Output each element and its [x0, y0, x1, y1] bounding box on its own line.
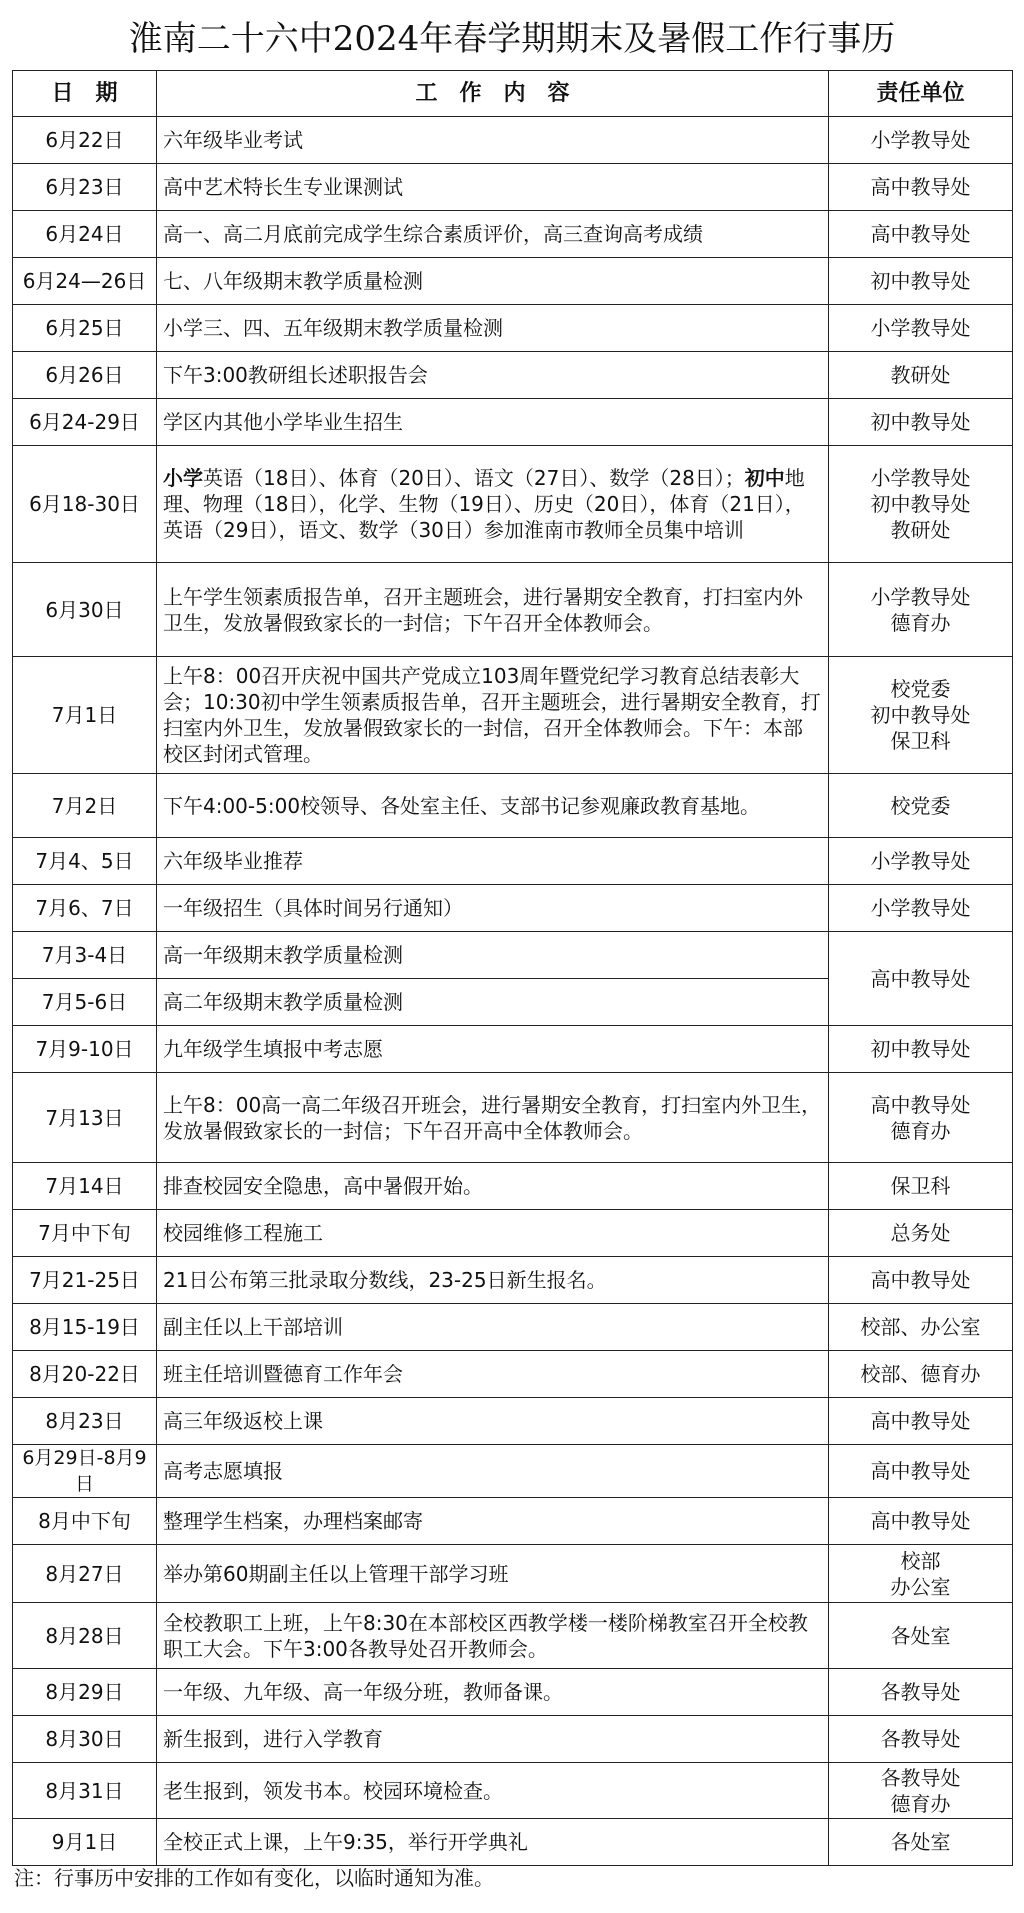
row-date: 6月24-29日 — [13, 399, 157, 446]
row-unit: 校部、德育办 — [829, 1351, 1013, 1398]
table-row — [13, 1210, 1013, 1257]
row-date: 7月14日 — [13, 1163, 157, 1210]
table-row — [13, 305, 1013, 352]
row-content: 七、八年级期末教学质量检测 — [157, 258, 829, 305]
row-content: 小学三、四、五年级期末教学质量检测 — [157, 305, 829, 352]
table-row — [13, 1026, 1013, 1073]
row-unit: 校党委 — [829, 774, 1013, 838]
table-row — [13, 352, 1013, 399]
row-date: 7月21-25日 — [13, 1257, 157, 1304]
table-row — [13, 117, 1013, 164]
row-content: 上午学生领素质报告单，召开主题班会，进行暑期安全教育，打扫室内外卫生，发放暑假致家长的一封信；下午召开全体教师会。 — [157, 563, 829, 657]
unit-line: 德育办 — [890, 610, 951, 635]
row-content: 高三年级返校上课 — [157, 1398, 829, 1445]
row-content — [157, 446, 829, 563]
unit-line: 小学教导处 — [870, 584, 971, 609]
row-content: 上午8：00高一高二年级召开班会，进行暑期安全教育，打扫室内外卫生，发放暑假致家长的一封信；下午召开高中全体教师会。 — [157, 1073, 829, 1163]
row-content: 高一、高二月底前完成学生综合素质评价，高三查询高考成绩 — [157, 211, 829, 258]
table-row — [13, 838, 1013, 885]
row-content: 21日公布第三批录取分数线，23-25日新生报名。 — [157, 1257, 829, 1304]
table-row — [13, 1351, 1013, 1398]
row-unit: 高中教导处 — [829, 1398, 1013, 1445]
content-bold: 小学 — [163, 466, 203, 490]
table-row — [13, 657, 1013, 774]
table-row — [13, 164, 1013, 211]
table-row — [13, 1498, 1013, 1545]
table-row — [13, 1763, 1013, 1819]
row-unit: 教研处 — [829, 352, 1013, 399]
table-row — [13, 446, 1013, 563]
row-date: 6月29日-8月9日 — [13, 1445, 157, 1498]
row-date: 8月27日 — [13, 1545, 157, 1603]
row-content: 副主任以上干部培训 — [157, 1304, 829, 1351]
unit-line: 教研处 — [890, 518, 951, 542]
row-content: 全校教职工上班，上午8:30在本部校区西教学楼一楼阶梯教室召开全校教职工大会。下午3:00各教导处召开教师会。 — [157, 1603, 829, 1669]
table-row — [13, 1445, 1013, 1498]
row-date: 8月23日 — [13, 1398, 157, 1445]
row-unit: 高中教导处 — [829, 1445, 1013, 1498]
row-date: 9月1日 — [13, 1819, 157, 1866]
row-unit: 高中教导处 — [829, 1257, 1013, 1304]
row-unit: 小学教导处 — [829, 117, 1013, 164]
unit-line: 初中教导处 — [870, 492, 971, 516]
row-unit: 保卫科 — [829, 1163, 1013, 1210]
row-date: 6月26日 — [13, 352, 157, 399]
row-date: 7月13日 — [13, 1073, 157, 1163]
table-row — [13, 258, 1013, 305]
table-row — [13, 1163, 1013, 1210]
row-content: 六年级毕业推荐 — [157, 838, 829, 885]
row-date: 8月15-19日 — [13, 1304, 157, 1351]
row-content: 下午4:00-5:00校领导、各处室主任、支部书记参观廉政教育基地。 — [157, 774, 829, 838]
row-content: 校园维修工程施工 — [157, 1210, 829, 1257]
row-content: 学区内其他小学毕业生招生 — [157, 399, 829, 446]
row-unit: 校部、办公室 — [829, 1304, 1013, 1351]
row-date: 7月中下旬 — [13, 1210, 157, 1257]
row-date: 6月25日 — [13, 305, 157, 352]
row-unit — [829, 1763, 1013, 1819]
row-content: 老生报到，领发书本。校园环境检查。 — [157, 1763, 829, 1819]
header-unit: 责任单位 — [829, 71, 1013, 117]
row-content: 九年级学生填报中考志愿 — [157, 1026, 829, 1073]
row-content: 一年级招生（具体时间另行通知） — [157, 885, 829, 932]
row-unit: 各处室 — [829, 1603, 1013, 1669]
table-row — [13, 1545, 1013, 1603]
row-date: 6月24日 — [13, 211, 157, 258]
row-date: 7月1日 — [13, 657, 157, 774]
row-unit: 高中教导处 — [829, 211, 1013, 258]
table-row — [13, 1819, 1013, 1866]
row-date: 8月29日 — [13, 1669, 157, 1716]
page-title: 淮南二十六中2024年春学期期末及暑假工作行事历 — [128, 18, 896, 59]
row-content: 下午3:00教研组长述职报告会 — [157, 352, 829, 399]
unit-line: 保卫科 — [890, 729, 951, 753]
table-row — [13, 932, 1013, 979]
table-row — [13, 1716, 1013, 1763]
row-content: 全校正式上课，上午9:35，举行开学典礼 — [157, 1819, 829, 1866]
table-row — [13, 774, 1013, 838]
row-unit: 小学教导处 — [829, 838, 1013, 885]
table-row — [13, 399, 1013, 446]
row-content: 一年级、九年级、高一年级分班，教师备课。 — [157, 1669, 829, 1716]
row-date: 6月22日 — [13, 117, 157, 164]
row-unit — [829, 446, 1013, 563]
row-date: 6月18-30日 — [13, 446, 157, 563]
row-unit: 初中教导处 — [829, 258, 1013, 305]
row-date: 8月中下旬 — [13, 1498, 157, 1545]
table-row — [13, 1603, 1013, 1669]
content-text: 地理、物理（18日），化学、生物（19日）、历史（20日），体育（21日），英语（29日），语文、数学（30日）参加淮南市教师全员集中培训 — [163, 466, 805, 542]
row-date: 8月20-22日 — [13, 1351, 157, 1398]
row-date: 7月3-4日 — [13, 932, 157, 979]
row-date: 6月30日 — [13, 563, 157, 657]
row-content: 排查校园安全隐患，高中暑假开始。 — [157, 1163, 829, 1210]
row-date: 7月6、7日 — [13, 885, 157, 932]
content-text: 英语（18日）、体育（20日）、语文（27日）、数学（28日）； — [203, 466, 745, 490]
footnote: 注：行事历中安排的工作如有变化，以临时通知为准。 — [14, 1866, 494, 1890]
row-unit: 各教导处 — [829, 1669, 1013, 1716]
unit-line: 初中教导处 — [870, 703, 971, 727]
unit-line: 办公室 — [890, 1574, 951, 1599]
row-content: 班主任培训暨德育工作年会 — [157, 1351, 829, 1398]
row-content: 高考志愿填报 — [157, 1445, 829, 1498]
row-unit: 高中教导处 — [829, 932, 1013, 1026]
unit-line: 高中教导处 — [870, 1092, 971, 1117]
row-date: 6月24—26日 — [13, 258, 157, 305]
row-unit: 高中教导处 — [829, 164, 1013, 211]
row-unit — [829, 1545, 1013, 1603]
table-row — [13, 1073, 1013, 1163]
unit-line: 校党委 — [890, 677, 951, 701]
unit-line: 德育办 — [890, 1791, 951, 1816]
row-unit — [829, 657, 1013, 774]
row-date: 7月5-6日 — [13, 979, 157, 1026]
row-unit — [829, 1073, 1013, 1163]
header-content: 工 作 内 容 — [157, 71, 829, 117]
row-content: 上午8：00召开庆祝中国共产党成立103周年暨党纪学习教育总结表彰大会；10:30初中学生领素质报告单，召开主题班会，进行暑期安全教育，打扫室内外卫生，发放暑假致家长的一封信，召开全体教师会。下午：本部校区封闭式管理。 — [157, 657, 829, 774]
row-content: 举办第60期副主任以上管理干部学习班 — [157, 1545, 829, 1603]
row-content: 新生报到，进行入学教育 — [157, 1716, 829, 1763]
row-content: 高一年级期末教学质量检测 — [157, 932, 829, 979]
row-unit — [829, 563, 1013, 657]
unit-line: 各教导处 — [880, 1765, 961, 1790]
table-row — [13, 1669, 1013, 1716]
row-unit: 小学教导处 — [829, 305, 1013, 352]
table-header-row — [13, 71, 1013, 117]
content-bold: 初中 — [744, 466, 785, 490]
unit-line: 小学教导处 — [870, 466, 971, 490]
row-unit: 初中教导处 — [829, 1026, 1013, 1073]
row-content: 高二年级期末教学质量检测 — [157, 979, 829, 1026]
row-unit: 总务处 — [829, 1210, 1013, 1257]
unit-line: 校部 — [900, 1548, 941, 1573]
table-row — [13, 1398, 1013, 1445]
row-date: 8月28日 — [13, 1603, 157, 1669]
row-date: 7月4、5日 — [13, 838, 157, 885]
table-row — [13, 211, 1013, 258]
row-date: 8月30日 — [13, 1716, 157, 1763]
row-date: 8月31日 — [13, 1763, 157, 1819]
unit-line: 德育办 — [890, 1118, 951, 1143]
row-unit: 各教导处 — [829, 1716, 1013, 1763]
row-date: 6月23日 — [13, 164, 157, 211]
table-row — [13, 563, 1013, 657]
row-unit: 各处室 — [829, 1819, 1013, 1866]
row-unit: 初中教导处 — [829, 399, 1013, 446]
table-row — [13, 1304, 1013, 1351]
row-unit: 小学教导处 — [829, 885, 1013, 932]
row-unit: 高中教导处 — [829, 1498, 1013, 1545]
row-content: 整理学生档案，办理档案邮寄 — [157, 1498, 829, 1545]
row-date: 7月9-10日 — [13, 1026, 157, 1073]
calendar-table — [12, 70, 1013, 1866]
table-row — [13, 885, 1013, 932]
row-content: 高中艺术特长生专业课测试 — [157, 164, 829, 211]
row-content: 六年级毕业考试 — [157, 117, 829, 164]
header-date: 日 期 — [13, 71, 157, 117]
row-date: 7月2日 — [13, 774, 157, 838]
table-row — [13, 1257, 1013, 1304]
